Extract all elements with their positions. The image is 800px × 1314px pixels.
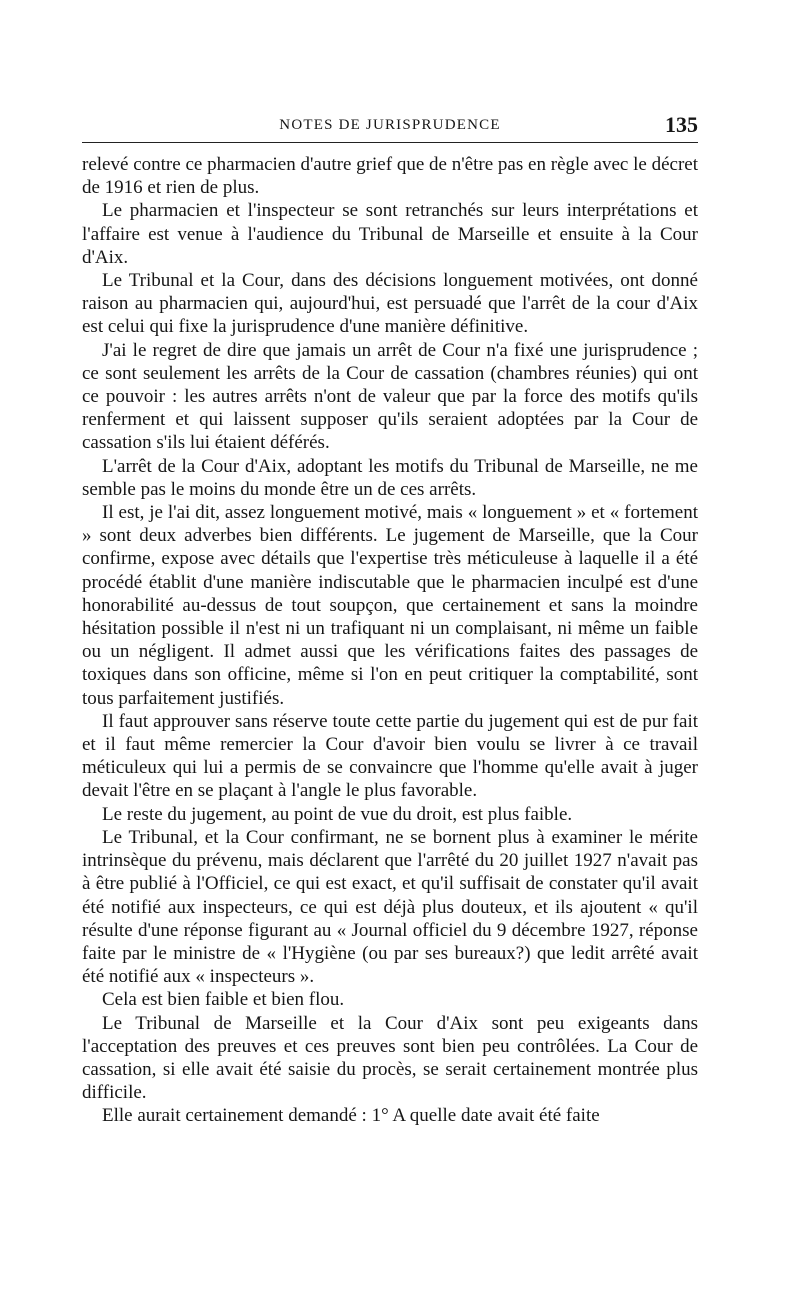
paragraph: J'ai le regret de dire que jamais un arrêt de Cour n'a fixé une jurisprudence ; ce sont seulement les arrêts de la Cour de cassation (chambres réunies) qui ont ce pouvoir : les autres arrêts n'ont de valeur que par la force des motifs qu'ils renferment et qui laissent supposer qu'ils seraient adoptées par la Cour de cassation s'ils lui étaient déférés. [82, 339, 698, 454]
paragraph: Le pharmacien et l'inspecteur se sont retranchés sur leurs interprétations et l'affaire est venue à l'audience du Tribunal de Marseille et ensuite à la Cour d'Aix. [82, 200, 698, 268]
paragraph: Elle aurait certainement demandé : 1° A quelle date avait été faite [102, 1105, 600, 1127]
running-header-title: NOTES DE JURISPRUDENCE [279, 117, 501, 133]
paragraph: Il est, je l'ai dit, assez longuement motivé, mais « longuement » et « fortement » sont deux adverbes bien différents. Le jugement de Marseille, que la Cour confirme, expose avec détails que l'expertise très méticuleuse à laquelle il a été procédé établit d'une manière indiscutable que le pharmacien inculpé est d'une honorabilité au-dessus de tout soupçon, que certainement et sans la moindre hésitation possible il n'est ni un trafiquant ni un complaisant, ni même un faible ou un négligent. Il admet aussi que les vérifications faites des passages de toxiques dans son officine, même si l'on en peut critiquer la comptabilité, sont tous parfaitement justifiés. [82, 502, 698, 709]
paragraph: Le Tribunal de Marseille et la Cour d'Aix sont peu exigeants dans l'acceptation des preuves et ces preuves sont bien peu contrôlées. La Cour de cassation, si elle avait été saisie du procès, se serait certainement montrée plus difficile. [82, 1012, 698, 1104]
paragraph: Le reste du jugement, au point de vue du droit, est plus faible. [102, 803, 573, 825]
paragraph: Cela est bien faible et bien flou. [102, 989, 345, 1011]
paragraph: L'arrêt de la Cour d'Aix, adoptant les motifs du Tribunal de Marseille, ne me semble pas le moins du monde être un de ces arrêts. [82, 455, 698, 500]
page-number: 135 [665, 112, 698, 137]
running-header [82, 112, 698, 142]
header-rule [82, 142, 698, 143]
paragraph: relevé contre ce pharmacien d'autre grief que de n'être pas en règle avec le décret de 1916 et rien de plus. [82, 154, 698, 199]
paragraph: Le Tribunal et la Cour, dans des décisions longuement motivées, ont donné raison au pharmacien qui, aujourd'hui, est persuadé que l'arrêt de la cour d'Aix est celui qui fixe la jurisprudence d'une manière définitive. [82, 270, 698, 338]
body-text [82, 153, 698, 1128]
paragraph: Il faut approuver sans réserve toute cette partie du jugement qui est de pur fait et il faut même remercier la Cour d'avoir bien voulu se livrer à ce travail méticuleux qui lui a permis de se convaincre que l'homme qu'elle avait à juger devait l'être en se plaçant à l'angle le plus favorable. [82, 710, 698, 802]
paragraph: Le Tribunal, et la Cour confirmant, ne se bornent plus à examiner le mérite intrinsèque du prévenu, mais déclarent que l'arrêté du 20 juillet 1927 n'avait pas à être publié à l'Officiel, ce qui est exact, et qu'il suffisait de constater qu'il avait été notifié aux inspecteurs, ce qui est déjà plus douteux, et ils ajoutent « qu'il résulte d'une réponse figurant au « Journal officiel du 9 décembre 1927, réponse faite par le ministre de « l'Hygiène (ou par ses bureaux?) que ledit arrêté avait été notifié aux « inspecteurs ». [82, 826, 698, 988]
